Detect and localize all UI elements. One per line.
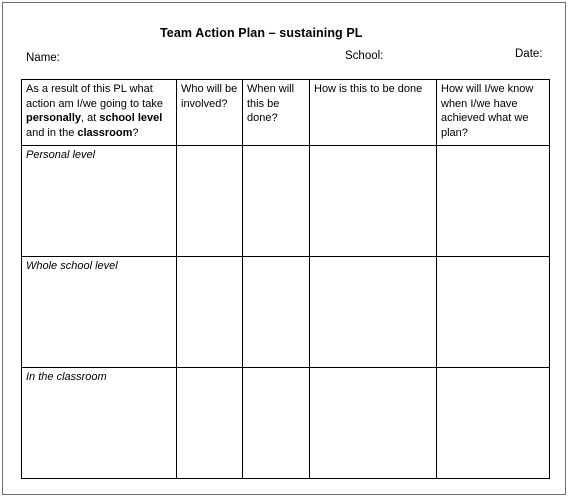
cell-personal-evaluation[interactable] (437, 146, 550, 257)
row-label-whole-school: Whole school level (22, 257, 177, 368)
row-label-personal: Personal level (22, 146, 177, 257)
cell-personal-who[interactable] (177, 146, 243, 257)
table-row (22, 257, 550, 368)
header-when-column: When will this be done? (243, 80, 310, 146)
header-action-bold-personally: personally (26, 112, 82, 124)
cell-personal-how[interactable] (310, 146, 437, 257)
header-action-bold-school-level: school level (99, 112, 163, 124)
table-row (22, 146, 550, 257)
cell-school-evaluation[interactable] (437, 257, 550, 368)
cell-classroom-when[interactable] (243, 368, 310, 479)
school-field-label: School: (345, 50, 384, 62)
cell-school-when[interactable] (243, 257, 310, 368)
name-field-label: Name: (26, 52, 60, 64)
header-who-column: Who will be involved? (177, 80, 243, 146)
header-action-text-3: and in the (26, 126, 78, 139)
header-how-column: How is this to be done (310, 80, 437, 146)
header-action-text-2: , at (81, 112, 100, 124)
date-field-label: Date: (515, 48, 543, 60)
cell-classroom-how[interactable] (310, 368, 437, 479)
header-evaluation-column: How will I/we know when I/we have achieved what we plan? (437, 80, 550, 146)
header-action-text-4: ? (132, 126, 139, 139)
header-action-column (22, 80, 177, 146)
table-row (22, 368, 550, 479)
cell-personal-when[interactable] (243, 146, 310, 257)
action-plan-table (21, 79, 550, 479)
document-title: Team Action Plan – sustaining PL (160, 26, 363, 40)
cell-classroom-evaluation[interactable] (437, 368, 550, 479)
cell-school-who[interactable] (177, 257, 243, 368)
table-header-row (22, 80, 550, 146)
header-action-text-1: As a result of this PL what action am I/we going to take (26, 83, 163, 110)
header-action-bold-classroom: classroom (77, 126, 133, 139)
cell-classroom-who[interactable] (177, 368, 243, 479)
row-label-classroom: In the classroom (22, 368, 177, 479)
cell-school-how[interactable] (310, 257, 437, 368)
